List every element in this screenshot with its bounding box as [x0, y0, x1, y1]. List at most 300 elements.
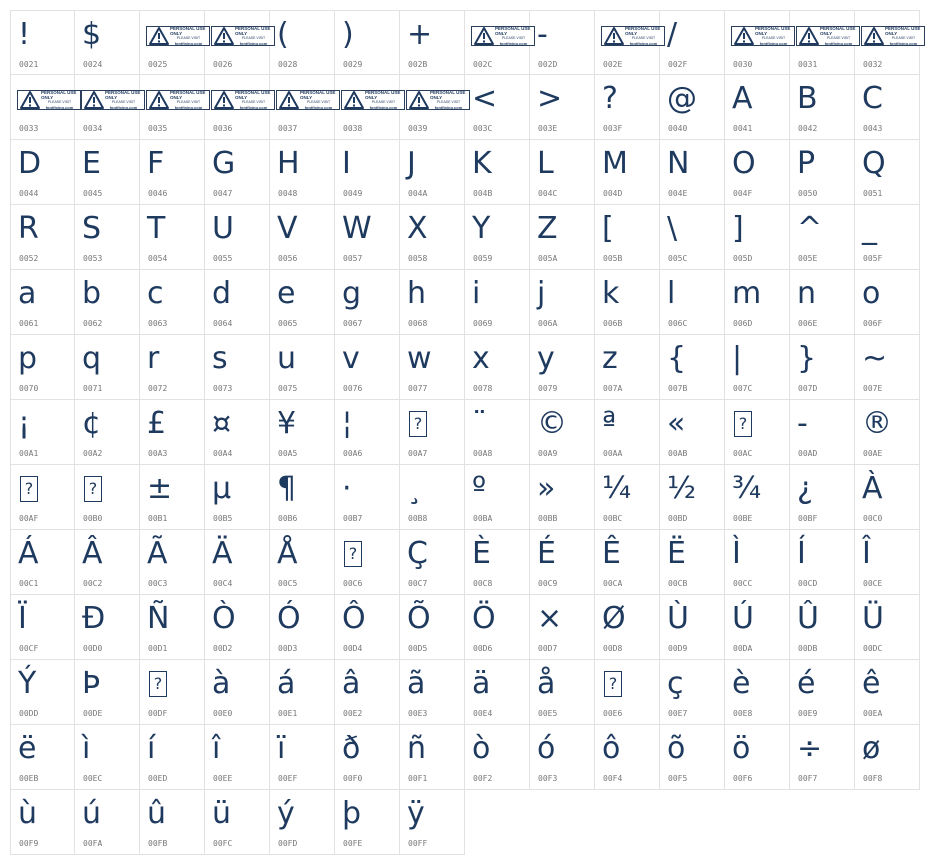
glyph-cell-00c2 [75, 530, 140, 595]
glyph-cell-0031 [790, 10, 855, 75]
glyph-code: 0047 [213, 189, 233, 198]
glyph-cell-00d3 [270, 595, 335, 660]
glyph-char: ¼ [602, 471, 632, 506]
glyph-code: 0056 [278, 254, 298, 263]
notice-line-1: PERSONAL USE ONLY [885, 26, 921, 36]
glyph-char: { [667, 341, 687, 376]
glyph-code: 002D [538, 60, 558, 69]
glyph-cell-00c1 [10, 530, 75, 595]
glyph-code: 003F [603, 124, 623, 133]
glyph-code: 00C7 [408, 579, 428, 588]
glyph-cell-00fd [270, 790, 335, 855]
notice-line-1: PERSONAL USE ONLY [365, 90, 401, 100]
notice-line-2: PLEASE VISIT [47, 100, 72, 104]
glyph-char: Y [472, 211, 491, 246]
glyph-cell-00e5 [530, 660, 595, 725]
glyph-code: 00DB [798, 644, 818, 653]
notice-line-3: fontfixing.com [499, 41, 528, 46]
glyph-code: 00CD [798, 579, 818, 588]
glyph-code: 00D4 [343, 644, 363, 653]
warning-icon [408, 90, 430, 110]
glyph-char: J [407, 146, 416, 181]
glyph-cell-00e7 [660, 660, 725, 725]
glyph-char: ô [602, 731, 621, 766]
glyph-code: 00CC [733, 579, 753, 588]
glyph-cell-00c6 [335, 530, 400, 595]
notice-text [170, 26, 207, 46]
glyph-char: Ç [407, 536, 428, 571]
glyph-code: 0030 [733, 60, 753, 69]
glyph-cell-004b [465, 140, 530, 205]
glyph-cell-0046 [140, 140, 205, 205]
glyph-cell-00d1 [140, 595, 205, 660]
glyph-cell-004a [400, 140, 465, 205]
glyph-char: c [147, 276, 164, 311]
glyph-code: 004D [603, 189, 623, 198]
glyph-code: 00EF [278, 774, 298, 783]
glyph-code: 00E4 [473, 709, 493, 718]
glyph-cell-00c8 [465, 530, 530, 595]
glyph-code: 0062 [83, 319, 103, 328]
notice-line-1: PERSONAL USE ONLY [170, 26, 206, 36]
glyph-cell-00e8 [725, 660, 790, 725]
glyph-cell-0073 [205, 335, 270, 400]
glyph-code: 00E7 [668, 709, 688, 718]
glyph-cell-0069 [465, 270, 530, 335]
glyph-char: Ú [732, 601, 754, 636]
glyph-code: 005F [863, 254, 883, 263]
glyph-code: 00CA [603, 579, 623, 588]
glyph-cell-00dd [10, 660, 75, 725]
glyph-char: Ö [472, 601, 496, 636]
notice-line-2: PLEASE VISIT [176, 100, 201, 104]
missing-glyph-icon: ? [734, 411, 752, 437]
glyph-cell-00ff [400, 790, 465, 855]
glyph-cell-00cd [790, 530, 855, 595]
glyph-cell-004d [595, 140, 660, 205]
glyph-code: 004A [408, 189, 428, 198]
glyph-code: 00DC [863, 644, 883, 653]
glyph-code: 00D9 [668, 644, 688, 653]
glyph-char: E [82, 146, 101, 181]
glyph-code: 005C [668, 254, 688, 263]
glyph-cell-00bf [790, 465, 855, 530]
glyph-char: y [537, 341, 555, 376]
glyph-code: 00EB [19, 774, 39, 783]
notice-text [430, 90, 467, 110]
glyph-code: 00D1 [148, 644, 168, 653]
glyph-cell-00a7 [400, 400, 465, 465]
glyph-cell-005c [660, 205, 725, 270]
glyph-code: 0051 [863, 189, 883, 198]
glyph-cell-00b6 [270, 465, 335, 530]
glyph-code: 0075 [278, 384, 298, 393]
glyph-cell-0072 [140, 335, 205, 400]
glyph-code: 00B5 [213, 514, 233, 523]
glyph-code: 00FE [343, 839, 363, 848]
glyph-code: 0050 [798, 189, 818, 198]
notice-line-3: fontfixing.com [304, 105, 333, 110]
glyph-code: 0043 [863, 124, 883, 133]
glyph-char: ½ [667, 471, 697, 506]
glyph-cell-00ec [75, 725, 140, 790]
glyph-char: û [147, 796, 167, 831]
glyph-char: D [18, 146, 42, 181]
personal-use-notice [406, 90, 470, 110]
glyph-cell-00cf [10, 595, 75, 660]
glyph-code: 00C3 [148, 579, 168, 588]
glyph-char: @ [667, 81, 697, 116]
notice-line-1: PERSONAL USE ONLY [41, 90, 77, 100]
glyph-cell-004f [725, 140, 790, 205]
glyph-code: 00E5 [538, 709, 558, 718]
glyph-cell-00c4 [205, 530, 270, 595]
glyph-char: e [277, 276, 296, 311]
notice-line-2: PLEASE VISIT [891, 36, 916, 40]
glyph-code: 00E0 [213, 709, 233, 718]
glyph-code: 006E [798, 319, 818, 328]
glyph-char: ] [732, 211, 744, 246]
glyph-cell-0054 [140, 205, 205, 270]
glyph-code: 004E [668, 189, 688, 198]
glyph-code: 0069 [473, 319, 493, 328]
glyph-code: 00AB [668, 449, 688, 458]
glyph-char: ª [602, 406, 617, 441]
glyph-char: l [667, 276, 676, 311]
glyph-cell-0040 [660, 75, 725, 140]
glyph-cell-00a8 [465, 400, 530, 465]
warning-icon [798, 26, 820, 46]
glyph-char: î [212, 731, 221, 766]
glyph-cell-005b [595, 205, 660, 270]
notice-line-2: PLEASE VISIT [631, 36, 656, 40]
glyph-char: ) [342, 17, 354, 52]
glyph-code: 00BE [733, 514, 753, 523]
glyph-code: 0042 [798, 124, 818, 133]
warning-icon [278, 90, 300, 110]
glyph-code: 0055 [213, 254, 233, 263]
glyph-code: 00EA [863, 709, 883, 718]
glyph-char: ë [18, 731, 37, 766]
glyph-char: n [797, 276, 817, 311]
glyph-char: Å [277, 536, 298, 571]
glyph-cell-0036 [205, 75, 270, 140]
glyph-cell-002f [660, 10, 725, 75]
glyph-code: 0071 [83, 384, 103, 393]
glyph-code: 00D6 [473, 644, 493, 653]
glyph-code: 00DA [733, 644, 753, 653]
glyph-code: 00AE [863, 449, 883, 458]
glyph-code: 002F [668, 60, 688, 69]
glyph-code: 00C2 [83, 579, 103, 588]
glyph-code: 00BD [668, 514, 688, 523]
glyph-code: 006D [733, 319, 753, 328]
glyph-code: 0073 [213, 384, 233, 393]
notice-line-2: PLEASE VISIT [176, 36, 201, 40]
glyph-cell-006b [595, 270, 660, 335]
glyph-char: p [18, 341, 38, 376]
glyph-char: á [277, 666, 296, 701]
glyph-char: Đ [82, 601, 106, 636]
glyph-cell-00f1 [400, 725, 465, 790]
notice-line-1: PERSONAL USE ONLY [755, 26, 791, 36]
notice-line-3: fontfixing.com [824, 41, 853, 46]
glyph-code: 0072 [148, 384, 168, 393]
glyph-char: g [342, 276, 362, 311]
glyph-char: H [277, 146, 300, 181]
warning-icon [148, 90, 170, 110]
glyph-cell-0033 [10, 75, 75, 140]
glyph-code: 00D2 [213, 644, 233, 653]
glyph-code: 00A1 [19, 449, 39, 458]
glyph-code: 0046 [148, 189, 168, 198]
warning-icon [148, 26, 170, 46]
glyph-cell-00f4 [595, 725, 660, 790]
glyph-code: 0041 [733, 124, 753, 133]
glyph-code: 00E3 [408, 709, 428, 718]
glyph-char: > [537, 81, 563, 116]
glyph-code: 0034 [83, 124, 103, 133]
glyph-code: 00E6 [603, 709, 623, 718]
glyph-char: Ù [667, 601, 689, 636]
glyph-code: 00F6 [733, 774, 753, 783]
notice-line-1: PERSONAL USE ONLY [430, 90, 466, 100]
personal-use-notice [796, 26, 860, 46]
glyph-code: 00AD [798, 449, 818, 458]
glyph-char: Q [862, 146, 886, 181]
warning-icon [213, 90, 235, 110]
glyph-char: x [472, 341, 490, 376]
glyph-char: Ø [602, 601, 626, 636]
glyph-char: × [537, 601, 563, 636]
personal-use-notice [341, 90, 405, 110]
glyph-cell-0076 [335, 335, 400, 400]
glyph-char: í [147, 731, 156, 766]
glyph-cell-002c [465, 10, 530, 75]
glyph-char: ¡ [18, 406, 31, 441]
glyph-cell-00a3 [140, 400, 205, 465]
notice-line-3: fontfixing.com [239, 41, 268, 46]
glyph-code: 00A4 [213, 449, 233, 458]
glyph-cell-00e2 [335, 660, 400, 725]
glyph-code: 00CB [668, 579, 688, 588]
notice-line-3: fontfixing.com [45, 105, 74, 110]
notice-text [235, 90, 272, 110]
glyph-char: Î [862, 536, 871, 571]
glyph-char: ( [277, 17, 289, 52]
glyph-cell-00fa [75, 790, 140, 855]
glyph-cell-00a2 [75, 400, 140, 465]
glyph-cell-0079 [530, 335, 595, 400]
glyph-char: µ [212, 471, 232, 506]
glyph-char: ¿ [797, 471, 813, 506]
personal-use-notice [861, 26, 925, 46]
missing-glyph-icon: ? [604, 671, 622, 697]
glyph-code: 00D8 [603, 644, 623, 653]
glyph-char: « [667, 406, 686, 441]
glyph-code: 0064 [213, 319, 233, 328]
glyph-char: L [537, 146, 554, 181]
glyph-cell-00f3 [530, 725, 595, 790]
glyph-code: 00F9 [19, 839, 39, 848]
notice-line-2: PLEASE VISIT [241, 36, 266, 40]
glyph-code: 0035 [148, 124, 168, 133]
glyph-code: 0044 [19, 189, 39, 198]
glyph-char: © [537, 406, 567, 441]
glyph-char: B [797, 81, 818, 116]
glyph-char: ¦ [342, 406, 353, 441]
glyph-code: 002C [473, 60, 493, 69]
glyph-cell-00bd [660, 465, 725, 530]
glyph-code: 00FA [83, 839, 103, 848]
glyph-code: 003E [538, 124, 558, 133]
glyph-code: 00A2 [83, 449, 103, 458]
glyph-cell-0049 [335, 140, 400, 205]
warning-icon [603, 26, 625, 46]
glyph-char: / [667, 17, 678, 52]
glyph-char: · [342, 471, 352, 506]
glyph-char: + [407, 17, 433, 52]
glyph-char: ¥ [277, 406, 297, 441]
glyph-cell-006e [790, 270, 855, 335]
glyph-code: 00BC [603, 514, 623, 523]
glyph-code: 00B7 [343, 514, 363, 523]
glyph-code: 002E [603, 60, 623, 69]
glyph-cell-0067 [335, 270, 400, 335]
glyph-cell-0070 [10, 335, 75, 400]
notice-line-3: fontfixing.com [239, 105, 268, 110]
glyph-cell-00f6 [725, 725, 790, 790]
missing-glyph-icon: ? [149, 671, 167, 697]
glyph-cell-00bc [595, 465, 660, 530]
glyph-cell-0043 [855, 75, 920, 140]
glyph-char: G [212, 146, 236, 181]
glyph-char: j [537, 276, 546, 311]
glyph-char: ç [667, 666, 684, 701]
glyph-cell-00c3 [140, 530, 205, 595]
missing-glyph-icon: ? [84, 476, 102, 502]
glyph-cell-004c [530, 140, 595, 205]
glyph-code: 00A5 [278, 449, 298, 458]
glyph-code: 00C1 [19, 579, 39, 588]
glyph-char: Í [797, 536, 806, 571]
glyph-code: 00F8 [863, 774, 883, 783]
glyph-char: ú [82, 796, 102, 831]
glyph-char: ! [18, 17, 31, 52]
glyph-code: 00EC [83, 774, 103, 783]
glyph-code: 00D0 [83, 644, 103, 653]
glyph-char: T [147, 211, 166, 246]
glyph-code: 0040 [668, 124, 688, 133]
glyph-code: 00F0 [343, 774, 363, 783]
personal-use-notice [81, 90, 145, 110]
glyph-cell-00c5 [270, 530, 335, 595]
glyph-cell-003c [465, 75, 530, 140]
glyph-char: Ì [732, 536, 741, 571]
glyph-char: ¶ [277, 471, 297, 506]
glyph-code: 00D3 [278, 644, 298, 653]
notice-line-3: fontfixing.com [434, 105, 463, 110]
glyph-cell-00f2 [465, 725, 530, 790]
glyph-code: 0059 [473, 254, 493, 263]
glyph-char: O [732, 146, 756, 181]
notice-line-1: PERSONAL USE ONLY [495, 26, 531, 36]
glyph-code: 00AA [603, 449, 623, 458]
glyph-char: S [82, 211, 102, 246]
glyph-char: q [82, 341, 102, 376]
glyph-cell-00fc [205, 790, 270, 855]
notice-line-2: PLEASE VISIT [826, 36, 851, 40]
glyph-cell-00ab [660, 400, 725, 465]
glyph-char: v [342, 341, 360, 376]
glyph-cell-00d8 [595, 595, 660, 660]
glyph-code: 0024 [83, 60, 103, 69]
glyph-char: h [407, 276, 427, 311]
glyph-cell-0062 [75, 270, 140, 335]
glyph-cell-00ad [790, 400, 855, 465]
glyph-char: ì [82, 731, 91, 766]
glyph-cell-00a5 [270, 400, 335, 465]
glyph-cell-002b [400, 10, 465, 75]
glyph-cell-0053 [75, 205, 140, 270]
glyph-code: 00C4 [213, 579, 233, 588]
glyph-char: ñ [407, 731, 427, 766]
glyph-code: 00DD [19, 709, 39, 718]
notice-text [300, 90, 337, 110]
glyph-cell-007b [660, 335, 725, 400]
glyph-char: å [537, 666, 556, 701]
glyph-cell-006c [660, 270, 725, 335]
glyph-code: 00F4 [603, 774, 623, 783]
glyph-char: } [797, 341, 817, 376]
glyph-cell-00ea [855, 660, 920, 725]
glyph-char: U [212, 211, 234, 246]
personal-use-notice [276, 90, 340, 110]
glyph-char: r [147, 341, 160, 376]
glyph-char: M [602, 146, 628, 181]
notice-line-2: PLEASE VISIT [501, 36, 526, 40]
glyph-code: 00A6 [343, 449, 363, 458]
glyph-char: A [732, 81, 753, 116]
glyph-code: 0077 [408, 384, 428, 393]
notice-line-3: fontfixing.com [889, 41, 918, 46]
notice-line-1: PERSONAL USE ONLY [820, 26, 856, 36]
glyph-cell-003e [530, 75, 595, 140]
notice-text [365, 90, 402, 110]
glyph-code: 00F5 [668, 774, 688, 783]
glyph-code: 007A [603, 384, 623, 393]
glyph-code: 0026 [213, 60, 233, 69]
warning-icon [343, 90, 365, 110]
glyph-code: 00A8 [473, 449, 493, 458]
glyph-code: 0033 [19, 124, 39, 133]
glyph-cell-00cb [660, 530, 725, 595]
glyph-char: Á [18, 536, 39, 571]
glyph-cell-006f [855, 270, 920, 335]
warning-icon [733, 26, 755, 46]
glyph-cell-0057 [335, 205, 400, 270]
personal-use-notice [601, 26, 665, 46]
glyph-cell-007c [725, 335, 790, 400]
glyph-code: 0031 [798, 60, 818, 69]
glyph-cell-00f5 [660, 725, 725, 790]
glyph-cell-00a4 [205, 400, 270, 465]
glyph-char: u [277, 341, 297, 376]
glyph-cell-00df [140, 660, 205, 725]
glyph-cell-00ee [205, 725, 270, 790]
glyph-char: Z [537, 211, 558, 246]
glyph-cell-0058 [400, 205, 465, 270]
